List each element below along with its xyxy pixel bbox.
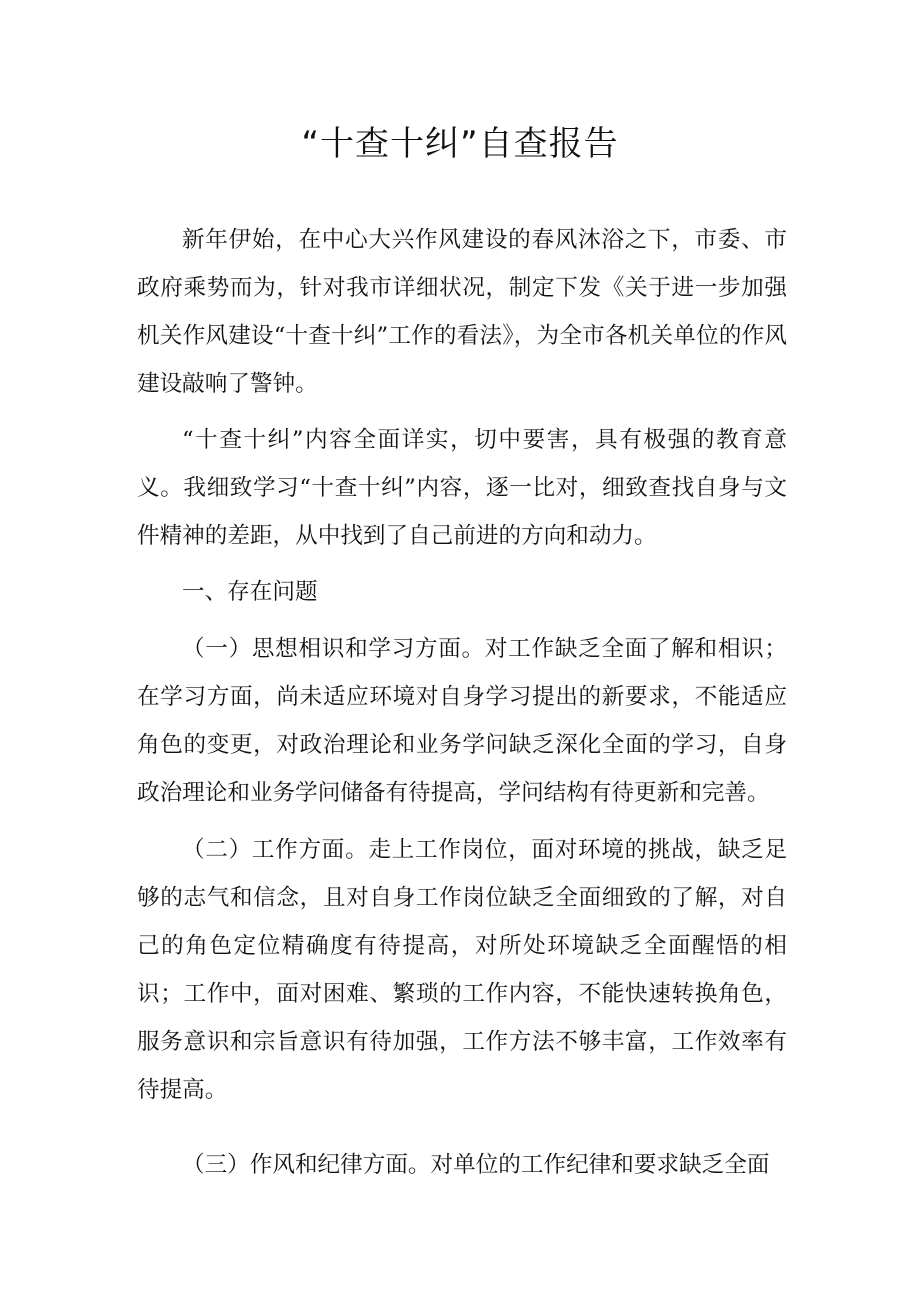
paragraph-thinking-study: （一）思想相识和学习方面。对工作缺乏全面了解和相识；在学习方面，尚未适应环境对自身学习提出的新要求，不能适应角色的变更，对政治理论和业务学问缺乏深化全面的学习，自身政治理论和业务学问储备有待提高，学问结构有待更新和完善。 (137, 636, 787, 806)
document-title: “十查十纠”自查报告 (301, 124, 619, 164)
paragraph-work: （二）工作方面。走上工作岗位，面对环境的挑战，缺乏足够的志气和信念，且对自身工作岗位缺乏全面细致的了解，对自己的角色定位精确度有待提高，对所处环境缺乏全面醒悟的相识；工作中，面对困难、繁琐的工作内容，不能快速转换角色，服务意识和宗旨意识有待加强，工作方法不够丰富，工作效率有待提高。 (137, 837, 787, 1103)
paragraph-intro: 新年伊始，在中心大兴作风建设的春风沐浴之下，市委、市政府乘势而为，针对我市详细状况，制定下发《关于进一步加强机关作风建设“十查十纠”工作的看法》，为全市各机关单位的作风建设敲响了警钟。 (137, 227, 787, 397)
section-heading-problems: 一、存在问题 (182, 579, 318, 605)
paragraph-style-discipline: （三）作风和纪律方面。对单位的工作纪律和要求缺乏全面 (182, 1152, 770, 1178)
paragraph-overview: “十查十纠”内容全面详实，切中要害，具有极强的教育意义。我细致学习“十查十纠”内容，逐一比对，细致查找自身与文件精神的差距，从中找到了自己前进的方向和动力。 (137, 427, 787, 549)
document-body (137, 216, 787, 1189)
